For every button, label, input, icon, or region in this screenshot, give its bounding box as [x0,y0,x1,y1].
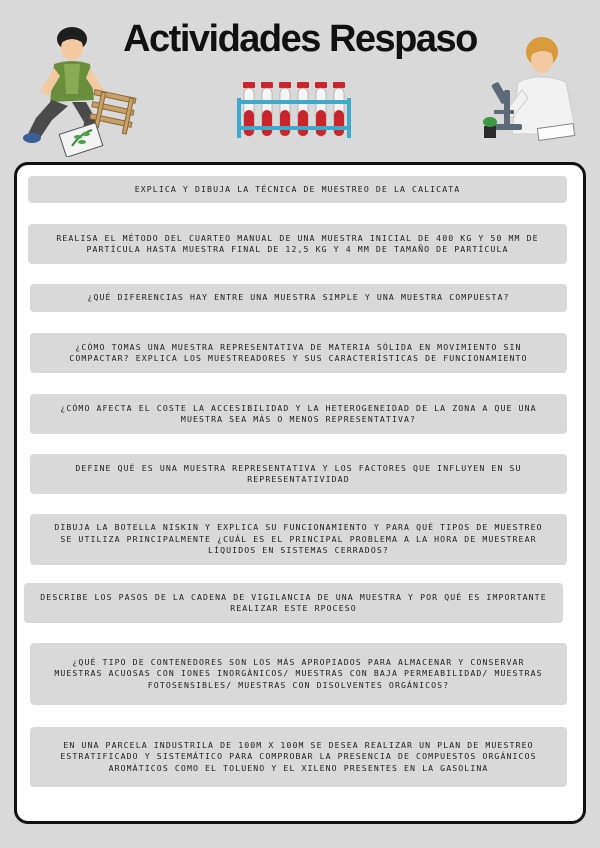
test-tube-cap [297,82,309,88]
question-6: DEFINE QUÉ ES UNA MUESTRA REPRESENTATIVA Y LOS FACTORES QUE INFLUYEN EN SU REPRESENTATIVIDAD [30,454,567,494]
test-tubes-rack-illustration [235,80,353,142]
test-tube-cap [315,82,327,88]
question-8: DESCRIBE LOS PASOS DE LA CADENA DE VIGILANCIA DE UNA MUESTRA Y POR QUÉ ES IMPORTANTE REALIZAR ESTE RPOCESO [24,583,563,623]
test-tube-liquid [262,110,272,136]
test-tube-liquid [298,110,308,136]
test-tube-cap [279,82,291,88]
test-tube-liquid [334,110,344,136]
test-tube-liquid [316,110,326,136]
test-tube-cap [243,82,255,88]
question-1: EXPLICA Y DIBUJA LA TÉCNICA DE MUESTREO DE LA CALICATA [28,176,567,203]
question-3: ¿QUÉ DIFERENCIAS HAY ENTRE UNA MUESTRA SIMPLE Y UNA MUESTRA COMPUESTA? [30,284,567,312]
test-tube-liquid [280,110,290,136]
question-5: ¿CÓMO AFECTA EL COSTE LA ACCESIBILIDAD Y LA HETEROGENEIDAD DE LA ZONA A QUE UNA MUESTRA SEA MÁS O MENOS REPRESENTATIVA? [30,394,567,434]
rack-post-left [237,98,241,138]
test-tube-cap [333,82,345,88]
question-4: ¿CÓMO TOMAS UNA MUESTRA REPRESENTATIVA DE MATERIA SÓLIDA EN MOVIMIENTO SIN COMPACTAR? EXPLICA LOS MUESTREADORES Y SUS CARACTERÍSTICAS DE FUNCIONAMIENTO [30,333,567,373]
scientist-with-microscope-illustration [478,30,590,142]
rack-post-right [347,98,351,138]
question-10: EN UNA PARCELA INDUSTRILA DE 100M X 100M SE DESEA REALIZAR UN PLAN DE MUESTREO ESTRATIFICADO Y SISTEMÁTICO PARA COMPROBAR LA PRESENCIA DE COMPUESTOS ORGÁNICOS AROMÁTICOS COMO EL TOLUENO Y EL XILENO PRESENTES EN LA GASOLINA [30,727,567,787]
page-title: Actividades Respaso [123,18,477,60]
test-tube-liquid [244,110,254,136]
rack-bar-top [237,100,351,104]
question-2: REALISA EL MÉTODO DEL CUARTEO MANUAL DE UNA MUESTRA INICIAL DE 400 KG Y 50 MM DE PARTÍCULA HASTA MUESTRA FINAL DE 12,5 KG Y 4 MM DE TAMAÑO DE PARTÍCULA [28,224,567,264]
question-9: ¿QUÉ TIPO DE CONTENEDORES SON LOS MÁS APROPIADOS PARA ALMACENAR Y CONSERVAR MUESTRAS ACUOSAS CON IONES INORGÁNICOS/ MUESTRAS CON BAJA PERMEABILIDAD/ MUESTRAS FOTOSENSIBLES/ MUESTRAS CON DISOLVENTES ORGÁNICOS? [30,643,567,705]
scientist-with-plant-illustration [12,22,142,157]
question-7: DIBUJA LA BOTELLA NISKIN Y EXPLICA SU FUNCIONAMIENTO Y PARA QUÉ TIPOS DE MUESTREO SE UTILIZA PRINCIPALMENTE ¿CUÁL ES EL PRINCIPAL PROBLEMA A LA HORA DE MUESTREAR LÍQUIDOS EN SISTEMAS CERRADOS? [30,514,567,565]
rack-bar-bottom [237,126,351,130]
test-tube-cap [261,82,273,88]
